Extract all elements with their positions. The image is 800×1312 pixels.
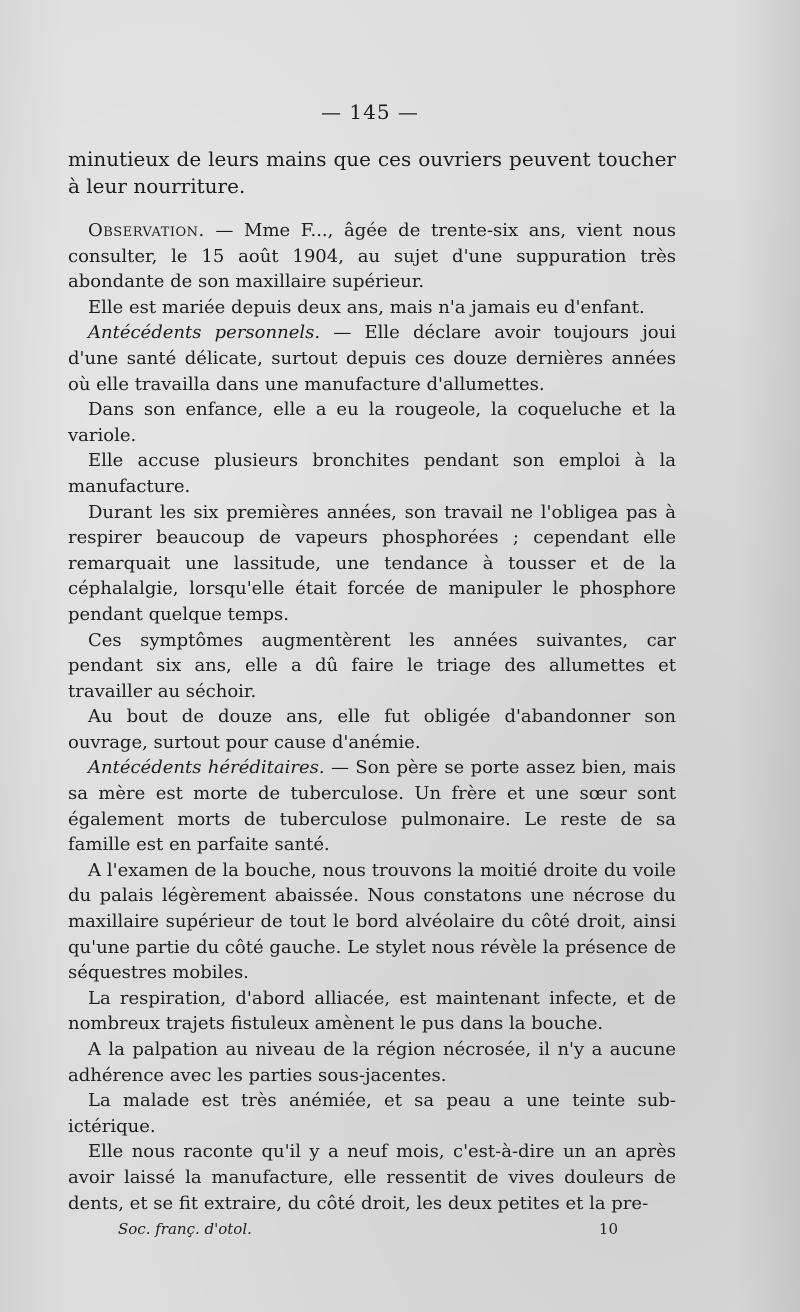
page-number: — 145 — <box>321 100 419 124</box>
paragraph-twelve-years: Au bout de douze ans, elle fut obligée d'abandonner son ouvrage, surtout pour cause d'anémie. <box>68 706 676 753</box>
paragraph-personal-history <box>68 320 676 397</box>
paragraph-hereditary-history <box>68 755 676 857</box>
paragraph-palpation: A la palpation au niveau de la région nécrosée, il n'y a aucune adhérence avec les parties sous-jacentes. <box>68 1039 676 1086</box>
paragraph-respiration: La respiration, d'abord alliacée, est maintenant infecte, et de nombreux trajets fistuleux amènent le pus dans la bouche. <box>68 987 676 1035</box>
paragraph-marriage: Elle est mariée depuis deux ans, mais n'a jamais eu d'enfant. <box>88 296 645 318</box>
paragraph-childhood: Dans son enfance, elle a eu la rougeole, la coqueluche et la variole. <box>68 399 676 446</box>
paragraph-mouth-exam: A l'examen de la bouche, nous trouvons la moitié droite du voile du palais légèrement abaissée. Nous constatons une nécrose du maxillaire supérieur de tout le bord alvéolaire du côté droit, ainsi qu'une partie du côté gauche. Le stylet nous révèle la présence de séquestres mobiles. <box>68 859 676 984</box>
signature-mark: 10 <box>598 1220 618 1238</box>
paragraph-bronchitis: Elle accuse plusieurs bronchites pendant son emploi à la manufacture. <box>68 450 676 497</box>
personal-history-label: Antécédents personnels. <box>88 322 321 344</box>
personal-history-text: — Elle déclare avoir toujours joui d'une santé délicate, surtout depuis ces douze dernières années où elle travailla dans une manufacture d'allumettes. <box>68 322 676 395</box>
page-footer <box>118 1220 628 1238</box>
observation-label: Observation. <box>88 220 205 241</box>
hereditary-history-text: — Son père se porte assez bien, mais sa mère est morte de tuberculose. Un frère et une sœur sont également morts de tuberculose pulmonaire. Le reste de sa famille est en parfaite santé. <box>68 757 676 856</box>
hereditary-history-label: Antécédents héréditaires. <box>88 757 325 779</box>
observation-paragraph <box>68 218 676 295</box>
paragraph-symptoms: Ces symptômes augmentèrent les années suivantes, car pendant six ans, elle a dû faire le triage des allumettes et travailler au séchoir. <box>68 629 676 702</box>
body-text <box>68 146 676 1216</box>
paragraph-anemia: La malade est très anémiée, et sa peau a une teinte sub-ictérique. <box>68 1090 676 1137</box>
paragraph-first-years: Durant les six premières années, son travail ne l'obligea pas à respirer beaucoup de vapeurs phosphorées ; cependant elle remarquait une lassitude, une tendance à tousser et de la céphalalgie, lorsqu'elle était forcée de manipuler le phosphore pendant quelque temps. <box>68 501 676 625</box>
observation-text: — Mme F..., âgée de trente-six ans, vient nous consulter, le 15 août 1904, au sujet d'une suppuration très abondante de son maxillaire supérieur. <box>68 220 676 293</box>
lead-paragraph: minutieux de leurs mains que ces ouvriers peuvent toucher à leur nourriture. <box>68 147 676 198</box>
paragraph-nine-months: Elle nous raconte qu'il y a neuf mois, c'est-à-dire un an après avoir laissé la manufacture, elle ressentit de vives douleurs de dents, et se fit extraire, du côté droit, les deux petites et la pre- <box>68 1141 676 1214</box>
journal-footer: Soc. franç. d'otol. <box>118 1220 252 1238</box>
